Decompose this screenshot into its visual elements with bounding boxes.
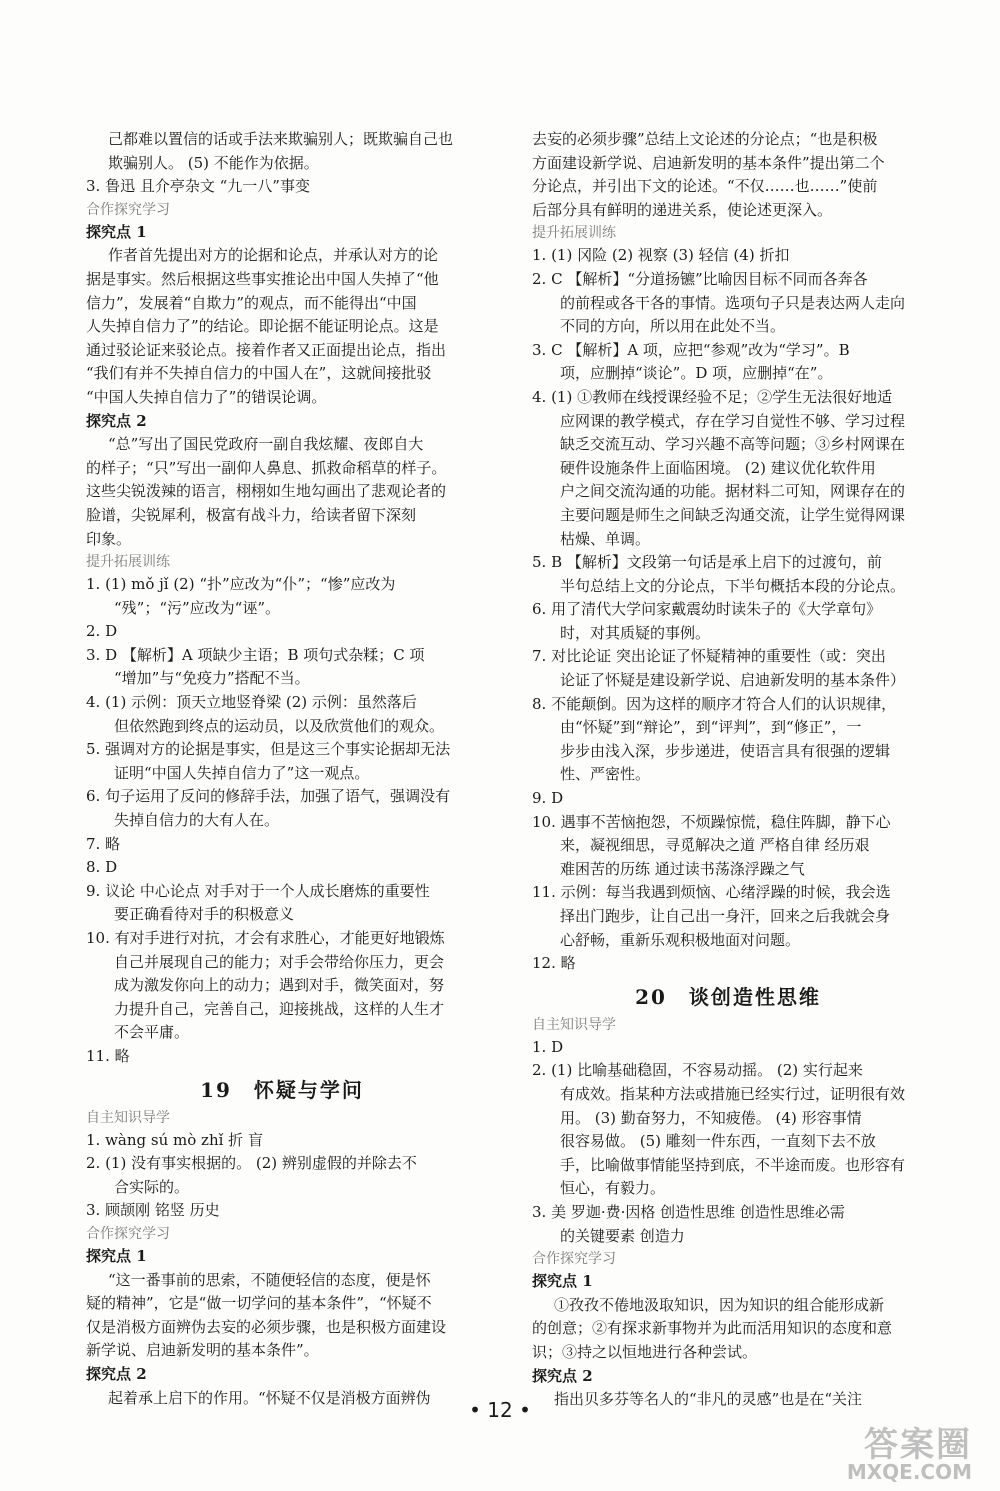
watermark-logo <box>782 1417 972 1484</box>
answer-line: 2. C 【解析】“分道扬镳”比喻因目标不同而各奔各 <box>532 269 868 288</box>
answer-line: 枯燥、单调。 <box>560 529 651 548</box>
answer-line: 的关键要素 创造力 <box>560 1226 685 1245</box>
answer-line: 4. (1) 示例：顶天立地竖脊梁 (2) 示例：虽然落后 <box>86 693 417 712</box>
exploration-point-heading: 探究点 1 <box>86 1246 147 1265</box>
answer-line: 3. 顾颉刚 铭竖 历史 <box>86 1201 220 1220</box>
answer-line: 合实际的。 <box>114 1177 190 1196</box>
answer-line: 11. 略 <box>86 1046 130 1065</box>
section-heading: 提升拓展训练 <box>86 554 170 571</box>
answer-line: 识；③持之以恒地进行各种尝试。 <box>532 1342 758 1361</box>
answer-line: 缺乏交流互动、学习兴趣不高等问题；③乡村网课在 <box>560 435 906 454</box>
answer-line: 应网课的教学模式，存在学习自觉性不够、学习过程 <box>560 411 906 430</box>
answer-line: 户之间交流沟通的功能。据材料二可知，网课存在的 <box>560 482 906 501</box>
left-column <box>86 128 478 1410</box>
answer-line: 不会平庸。 <box>114 1023 190 1042</box>
exploration-point-heading: 探究点 2 <box>86 1364 147 1383</box>
answer-line: 8. 不能颠倒。因为这样的顺序才符合人们的认识规律， <box>532 694 897 713</box>
answer-line: 7. 对比论证 突出论证了怀疑精神的重要性（或：突出 <box>532 647 886 666</box>
answer-line: 来，凝视细思，寻觅解决之道 严格自律 经历艰 <box>560 836 870 855</box>
answer-line: 7. 略 <box>86 834 121 853</box>
answer-line: 8. D <box>86 858 118 877</box>
answer-line: 方面建设新学说、启迪新发明的基本条件”提出第二个 <box>532 153 885 172</box>
answer-line: 据是事实。然后根据这些事实推论出中国人失掉了“他 <box>86 269 439 288</box>
answer-line: 9. D <box>532 789 564 808</box>
answer-line: 印象。 <box>86 529 132 548</box>
answer-line: 成为激发你向上的动力；遇到对手，微笑面对，努 <box>114 976 445 995</box>
answer-line: 半句总结上文的分论点，下半句概括本段的分论点。 <box>560 576 906 595</box>
lesson-name: 怀疑与学问 <box>253 1077 364 1102</box>
section-heading: 提升拓展训练 <box>532 225 616 242</box>
watermark-top: 答案圈 <box>864 1425 972 1465</box>
answer-line: 5. B 【解析】文段第一句话是承上启下的过渡句，前 <box>532 553 882 572</box>
answer-line: “我们有并不失掉自信力的中国人在”，这就间接批驳 <box>86 364 432 383</box>
answer-line: ①孜孜不倦地汲取知识，因为知识的组合能形成新 <box>554 1295 885 1314</box>
answer-line: 仅是消极方面辨伪去妄的必须步骤，也是积极方面建设 <box>86 1317 447 1336</box>
answer-line: 通过驳论证来驳论点。接着作者又正面提出论点，指出 <box>86 340 447 359</box>
answer-line: 心舒畅，重新乐观积极地面对问题。 <box>560 930 801 949</box>
answer-line: 主要问题是师生之间缺乏沟通交流，让学生觉得网课 <box>560 505 906 524</box>
answer-line: 信力”，发展着“自欺力”的观点，而不能得出“中国 <box>86 293 417 312</box>
watermark-bottom: MXQE.COM <box>846 1460 972 1484</box>
lesson-title <box>86 1075 478 1105</box>
answer-line: 失掉自信力的大有人在。 <box>114 811 280 830</box>
answer-line: 证明“中国人失掉自信力了”这一观点。 <box>114 763 370 782</box>
answer-line: 的前程或各干各的事情。选项句子只是表达两人走向 <box>560 293 906 312</box>
answer-line: 欺骗别人。 (5) 不能作为依据。 <box>108 153 319 172</box>
answer-line: 1. D <box>532 1037 564 1056</box>
exploration-point-heading: 探究点 1 <box>532 1272 593 1291</box>
answer-line: 6. 句子运用了反问的修辞手法，加强了语气，强调没有 <box>86 787 451 806</box>
answer-line: 难困苦的历练 通过读书荡涤浮躁之气 <box>560 859 805 878</box>
answer-line: 10. 遇事不苦恼抱怨，不烦躁惊慌，稳住阵脚，静下心 <box>532 812 891 831</box>
answer-line: 指出贝多芬等名人的“非凡的灵感”也是在“关注 <box>554 1390 863 1409</box>
answer-line: 1. (1) 冈险 (2) 视察 (3) 轻信 (4) 折扣 <box>532 246 790 265</box>
answer-line: 恒心，有毅力。 <box>560 1179 666 1198</box>
answer-line: 但依然跑到终点的运动员，以及欣赏他们的观众。 <box>114 716 445 735</box>
answer-line: “中国人失掉自信力了”的错误论调。 <box>86 387 327 406</box>
answer-line: 后部分具有鲜明的递进关系，使论述更深入。 <box>532 200 833 219</box>
section-heading: 合作探究学习 <box>532 1251 616 1268</box>
answer-line: “残”；“污”应改为“诬”。 <box>114 598 281 617</box>
answer-line: 择出门跑步，让自己出一身汗，回来之后我就会身 <box>560 907 891 925</box>
answer-line: 的样子；“只”写出一副仰人鼻息、抓救命稻草的样子。 <box>86 458 447 477</box>
answer-line: 1. (1) mǒ jǐ (2) “扑”应改为“仆”；“惨”应改为 <box>86 575 396 594</box>
answer-line: 起着承上启下的作用。“怀疑不仅是消极方面辨伪 <box>108 1388 431 1407</box>
answer-line: 用。 (3) 勤奋努力，不知疲倦。 (4) 形容事情 <box>560 1108 862 1127</box>
answer-line: 的创意；②有探求新事物并为此而活用知识的态度和意 <box>532 1319 893 1338</box>
answer-line: 2. (1) 比喻基础稳固，不容易动摇。 (2) 实行起来 <box>532 1061 863 1080</box>
answer-line: 由“怀疑”到“辩论”，到“评判”，到“修正”，一 <box>560 718 862 737</box>
answer-line: 作者首先提出对方的论据和论点，并承认对方的论 <box>108 246 439 265</box>
answer-line: 手，比喻做事情能坚持到底，不半途而废。也形容有 <box>560 1155 906 1174</box>
answer-line: “总”写出了国民党政府一副自我炫耀、夜郎自大 <box>108 435 424 454</box>
answer-line: 11. 示例：每当我遇到烦恼、心绪浮躁的时候，我会选 <box>532 883 891 902</box>
page-number: • 12 • <box>469 1398 531 1422</box>
answer-line: 9. 议论 中心论点 对手对于一个人成长磨炼的重要性 <box>86 881 430 900</box>
answer-line: 去妄的必须步骤”总结上文论述的分论点；“也是积极 <box>532 130 878 148</box>
exploration-point-heading: 探究点 2 <box>532 1366 593 1385</box>
section-heading: 合作探究学习 <box>86 1225 170 1242</box>
answer-line: “这一番事前的思索，不随便轻信的态度，便是怀 <box>108 1270 431 1289</box>
answer-line: 硬件设施条件上面临困境。 (2) 建议优化软件用 <box>560 458 876 477</box>
answer-line: 3. C 【解析】A 项，应把“参观”改为“学习”。B <box>532 340 850 359</box>
answer-line: 己都难以置信的话或手法来欺骗别人；既欺骗自己也 <box>108 130 454 148</box>
answer-line: 2. D <box>86 622 118 641</box>
answer-line: 有成效。指某种方法或措施已经实行过，证明很有效 <box>560 1084 906 1103</box>
answer-line: 疑的精神”，它是“做一切学问的基本条件”，“怀疑不 <box>86 1294 432 1313</box>
lesson-title <box>532 982 924 1012</box>
answer-line: 12. 略 <box>532 954 576 973</box>
answer-line: 1. wàng sú mò zhǐ 折 盲 <box>86 1130 263 1149</box>
section-heading: 合作探究学习 <box>86 201 170 218</box>
answer-line: 步步由浅入深，步步递进，使语言具有很强的逻辑 <box>560 741 891 760</box>
answer-line: 很容易做。 (5) 雕刻一件东西，一直刻下去不放 <box>560 1132 876 1151</box>
answer-line: 不同的方向，所以用在此处不当。 <box>560 317 786 336</box>
exploration-point-heading: 探究点 1 <box>86 222 147 241</box>
answer-line: 4. (1) ①教师在线授课经验不足；②学生无法很好地适 <box>532 387 893 406</box>
answer-line: 分论点，并引出下文的论述。“不仅……也……”使前 <box>532 177 878 196</box>
answer-line: 新学说、启迪新发明的基本条件”。 <box>86 1341 319 1360</box>
section-heading: 自主知识导学 <box>86 1109 170 1126</box>
lesson-name: 谈创造性思维 <box>688 984 821 1009</box>
answer-line: 论证了怀疑是建设新学说、启迪新发明的基本条件） <box>560 671 906 690</box>
answer-line: 5. 强调对方的论据是事实，但是这三个事实论据却无法 <box>86 740 451 759</box>
answer-line: 时，对其质疑的事例。 <box>560 623 711 642</box>
answer-line: 项，应删掉“谈论”。D 项，应删掉“在”。 <box>560 364 833 383</box>
section-heading: 自主知识导学 <box>532 1016 616 1033</box>
exploration-point-heading: 探究点 2 <box>86 411 147 430</box>
answer-line: 6. 用了清代大学问家戴震幼时读朱子的《大学章句》 <box>532 600 882 619</box>
answer-line: 要正确看待对手的积极意义 <box>114 905 295 924</box>
answer-line: 3. D 【解析】A 项缺少主语；B 项句式杂糅；C 项 <box>86 645 425 664</box>
answer-line: 3. 美 罗迦·费·因格 创造性思维 创造性思维必需 <box>532 1202 845 1221</box>
answer-line: 3. 鲁迅 且介亭杂文 “九一八”事变 <box>86 177 310 196</box>
answer-line: 力提升自己，完善自己，迎接挑战，这样的人生才 <box>114 999 445 1018</box>
answer-line: 10. 有对手进行对抗，才会有求胜心，才能更好地锻炼 <box>86 929 445 947</box>
answer-line: 2. (1) 没有事实根据的。 (2) 辨别虚假的并除去不 <box>86 1154 417 1173</box>
answer-line: 脸谱，尖锐犀利，极富有战斗力，给读者留下深刻 <box>86 505 417 524</box>
lesson-number: 20 <box>635 984 667 1009</box>
answer-line: “增加”与“免疫力”搭配不当。 <box>114 669 310 688</box>
lesson-number: 19 <box>200 1077 232 1102</box>
answer-line: 这些尖锐泼辣的语言，栩栩如生地勾画出了悲观论者的 <box>86 482 447 501</box>
answer-line: 性、严密性。 <box>560 765 651 784</box>
answer-line: 人失掉自信力了”的结论。即论据不能证明论点。这是 <box>86 317 439 336</box>
right-column <box>532 128 924 1412</box>
answer-line: 自己并展现自己的能力；对手会带给你压力，更会 <box>114 952 445 971</box>
